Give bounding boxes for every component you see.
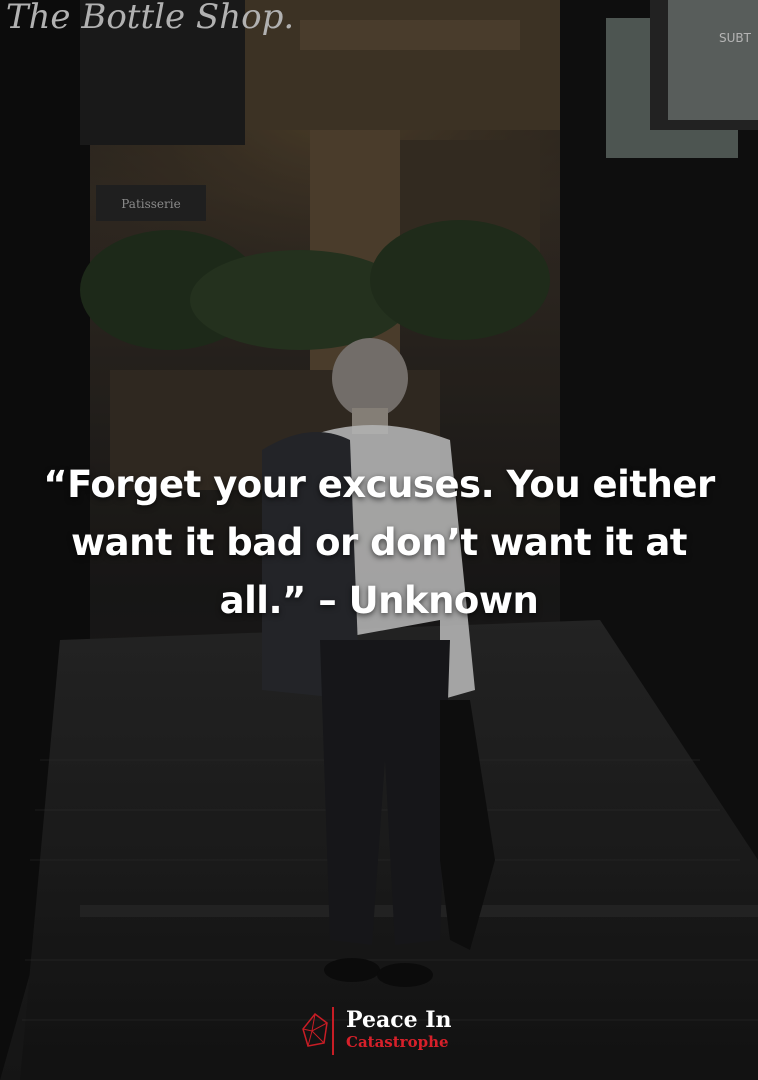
polygon-logo-icon [302, 1013, 328, 1047]
sign-patisserie: Patisserie [121, 197, 181, 211]
brand-name-line-1: Peace In [346, 1007, 452, 1033]
quote-line-3: all.” – Unknown [219, 579, 539, 622]
quote-line-2: want it bad or don’t want it at [70, 521, 687, 564]
quote-text [30, 456, 728, 630]
brand-name-line-2: Catastrophe [346, 1033, 449, 1051]
quote-line-1: “Forget your excuses. You either [43, 463, 715, 506]
brand-divider [332, 1007, 334, 1055]
sign-subtitle-fragment: SUBT [719, 31, 751, 45]
brand-logo [300, 1005, 470, 1057]
sign-bottle-shop: The Bottle Shop. [5, 0, 295, 37]
